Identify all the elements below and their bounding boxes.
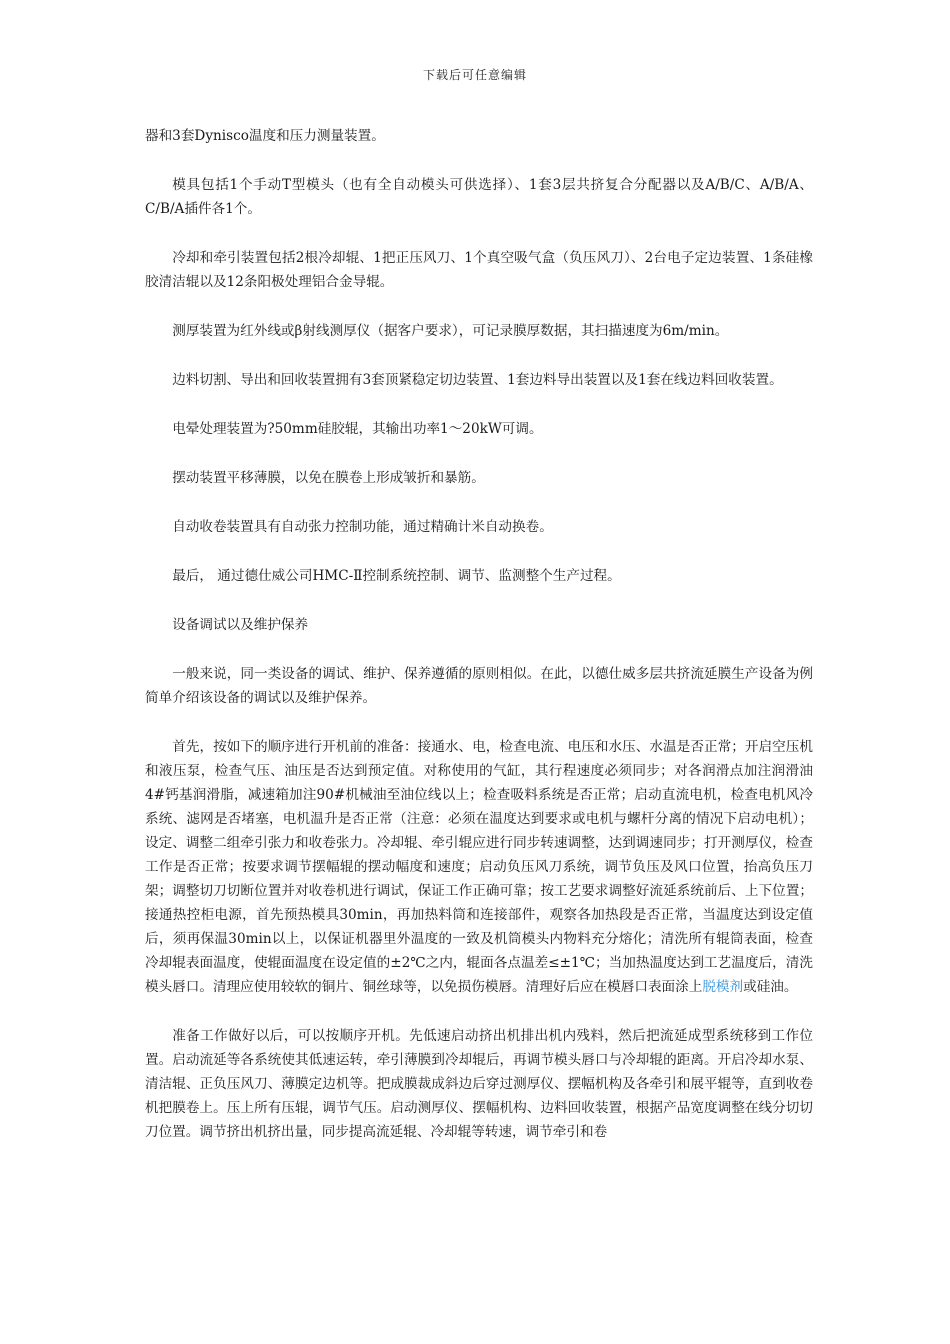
section-heading: 设备调试以及维护保养: [172, 617, 309, 633]
paragraph-text: 或硅油。: [743, 979, 798, 995]
paragraph: [145, 735, 813, 999]
paragraph: 测厚装置为红外线或β射线测厚仪（据客户要求），可记录膜厚数据，其扫描速度为6m/min。: [172, 323, 729, 339]
paragraph: 自动收卷装置具有自动张力控制功能，通过精确计米自动换卷。: [172, 519, 553, 535]
paragraph-text: 首先，按如下的顺序进行开机前的准备：接通水、电，检查电流、电压和水压、水温是否正常；开启空压机和液压泵，检查气压、油压是否达到预定值。对称使用的气缸，其行程速度必须同步；对各润滑点加注润滑油4#钙基润滑脂，减速箱加注90#机械油至油位线以上；检查吸料系统是否正常；启动直流电机，检查电机风冷系统、滤网是否堵塞，电机温升是否正常（注意：必须在温度达到要求或电机与螺杆分离的情况下启动电机）；设定、调整二组牵引张力和收卷张力。冷却辊、牵引辊应进行同步转速调整，达到调速同步；打开测厚仪，检查工作是否正常；按要求调节摆幅辊的摆动幅度和速度；启动负压风刀系统，调节负压及风口位置，抬高负压刀架；调整切刀切断位置并对收卷机进行调试，保证工作正确可靠；按工艺要求调整好流延系统前后、上下位置；接通热控柜电源，首先预热模具30min，再加热料筒和连接部件，观察各加热段是否正常，当温度达到设定值后，须再保温30min以上，以保证机器里外温度的一致及机筒模头内物料充分熔化；清洗所有辊筒表面，检查冷却辊表面温度，使辊面温度在设定值的±2℃之内，辊面各点温差≤±1℃；当加热温度达到工艺温度后，清洗模头唇口。清理应使用较软的铜片、铜丝球等，以免损伤模唇。清理好后应在模唇口表面涂上: [145, 739, 813, 995]
paragraph: 准备工作做好以后，可以按顺序开机。先低速启动挤出机排出机内残料，然后把流延成型系统移到工作位置。启动流延等各系统使其低速运转，牵引薄膜到冷却辊后，再调节模头唇口与冷却辊的距离。开启冷却水泵、清洁辊、正负压风刀、薄膜定边机等。把成膜裁成斜边后穿过测厚仪、摆幅机构及各牵引和展平辊等，直到收卷机把膜卷上。压上所有压辊，调节气压。启动测厚仪、摆幅机构、边料回收装置，根据产品宽度调整在线分切切刀位置。调节挤出机挤出量，同步提高流延辊、冷却辊等转速，调节牵引和卷: [145, 1028, 813, 1140]
paragraph: 电晕处理装置为?50mm硅胶辊，其输出功率1～20kW可调。: [172, 421, 543, 437]
paragraph: 最后， 通过德仕威公司HMC-Ⅱ控制系统控制、调节、监测整个生产过程。: [172, 568, 621, 584]
paragraph: 器和3套Dynisco温度和压力测量装置。: [145, 128, 385, 144]
paragraph: 模具包括1个手动T型模头（也有全自动模头可供选择）、1套3层共挤复合分配器以及A/B/C、A/B/A、C/B/A插件各1个。: [145, 177, 813, 217]
paragraph: 一般来说，同一类设备的调试、维护、保养遵循的原则相似。在此，以德仕威多层共挤流延膜生产设备为例简单介绍该设备的调试以及维护保养。: [145, 666, 813, 706]
paragraph: 边料切割、导出和回收装置拥有3套顶紧稳定切边装置、1套边料导出装置以及1套在线边料回收装置。: [172, 372, 783, 388]
page-header: 下载后可任意编辑: [422, 68, 527, 82]
release-agent-link[interactable]: 脱模剂: [702, 979, 744, 995]
paragraph: 摆动装置平移薄膜，以免在膜卷上形成皱折和暴筋。: [172, 470, 485, 486]
paragraph: 冷却和牵引装置包括2根冷却辊、1把正压风刀、1个真空吸气盒（负压风刀）、2台电子定边装置、1条硅橡胶清洁辊以及12条阳极处理铝合金导辊。: [145, 250, 813, 290]
document-body: [145, 124, 813, 1169]
